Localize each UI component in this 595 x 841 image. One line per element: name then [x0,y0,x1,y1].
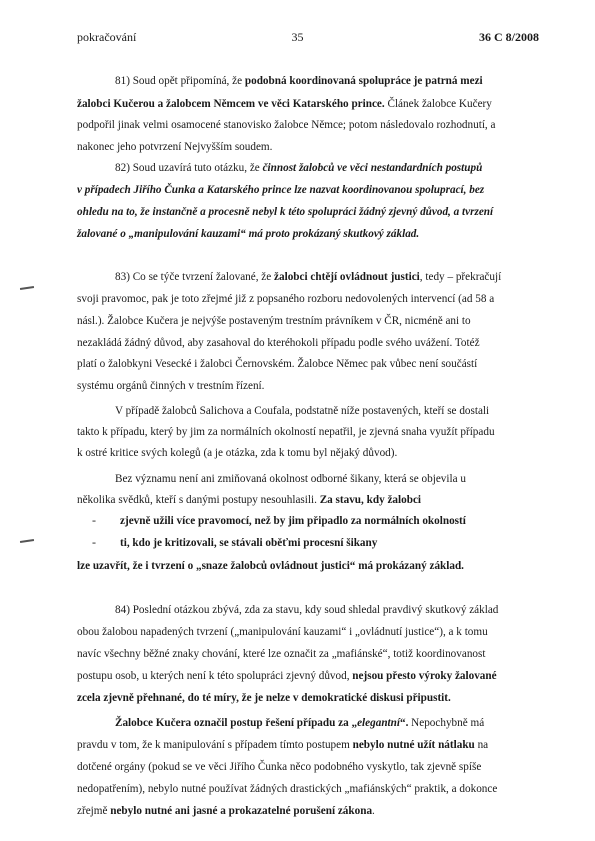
para83-text-b: , tedy – překračují [419,271,502,283]
para81-text: 81) Soud opět připomíná, že [115,75,245,87]
para83-line2: svoji pravomoc, pak je toto zřejmé již z popsaného rozboru nedovolených intervencí (ad 58 a [77,293,495,305]
para84-line5: zcela zjevně přehnané, do té míry, že je nelze v demokratické diskusi připustit. [77,692,451,704]
para81-line1 [115,74,483,88]
para84-bold6: Žalobce Kučera označil postup řešení případu za „ [115,717,358,729]
para83-line11 [77,493,421,507]
para84-line2: obou žalobou napadených tvrzení („manipulování kauzami“ i „ovládnutí justice“), a k tomu [77,626,488,638]
para83-line10: Bez významu není ani zmiňovaná okolnost odborné šikany, která se objevila u [115,473,466,485]
para81-line3: podpořil jinak velmi osamocené stanovisko žalobce Němce; potom následovalo rozhodnutí, a [77,119,496,131]
para84-line8: dotčené orgány (pokud se ve věci Jiřího Čunka něco podobného vyskytlo, tak zjevně spíše [77,761,482,773]
bullet-dash-2: - [92,535,96,549]
para81-bold2: žalobci Kučerou a žalobcem Němcem ve věci Katarského prince. [77,98,385,110]
para84-text6: Nepochybně má [408,717,485,729]
bullet-item-1: zjevně užili více pravomocí, než by jim připadlo za normálních okolností [120,515,466,527]
para83-line9: k ostré kritice svých kolegů (a je otázka, zda k tomu byl nějaký důvod). [77,447,398,459]
para83-line3: násl.). Žalobce Kučera je nejvýše postaveným trestním právníkem v ČR, nicméně ani to [77,315,471,327]
case-number: 36 C 8/2008 [479,30,539,44]
para84-quote6: “. [399,717,409,729]
bullet-dash-1: - [92,513,96,527]
para84-bold10: nebylo nutné ani jasné a prokazatelné porušení zákona [110,805,373,817]
page-number: 35 [291,30,304,44]
para84-line9: nedopatřením), nebylo nutné používat žádných drastických „mafiánských“ praktik, a dokonce [77,783,498,795]
para84-italic6: elegantní [357,717,400,729]
para82-bolditalic: činnost žalobců ve věci nestandardních postupů [262,162,483,174]
para82-line3: ohledu na to, že instančně a procesně nebyl k této spolupráci žádný zjevný důvod, a tvrzení [77,206,494,218]
para83-line8: takto k případu, který by jim za normálních okolností nepatřil, je zjevná snaha využít případu [77,426,495,438]
para83-line1 [115,270,501,284]
para82-line4: žalované o „manipulování kauzami“ má proto prokázaný skutkový základ. [77,228,420,240]
para84-bold4: nejsou přesto výroky žalované [352,670,497,682]
para82-line1 [115,161,482,175]
para82-line2: v případech Jiřího Čunka a Katarského prince lze nazvat koordinovanou spoluprací, bez [77,184,485,196]
para84-line6 [115,716,484,730]
para84-text10: zřejmě [77,805,111,817]
para84-line7 [77,738,488,752]
para81-text2: Článek žalobce Kučery [384,98,492,110]
para84-line4 [77,669,497,683]
para83-line7: V případě žalobců Salichova a Coufala, podstatně níže postavených, kteří se dostali [115,405,490,417]
para82-text: 82) Soud uzavírá tuto otázku, že [115,162,263,174]
bullet-item-2: ti, kdo je kritizovali, se stávali oběťmi procesní šikany [120,537,378,549]
para84-line1: 84) Poslední otázkou zbývá, zda za stavu, kdy soud shledal pravdivý skutkový základ [115,604,499,616]
para83-bold11: Za stavu, kdy žalobci [319,494,422,506]
para84-text10c: . [372,805,375,817]
margin-mark-1 [20,286,34,290]
para83-line4: nezakládá žádný důvod, aby zasahoval do kteréhokoli případu podle svého uvážení. Totéž [77,337,480,349]
para83-line5: platí o žalobkyni Vesecké i žalobci Černovském. Žalobce Němec pak vůbec není součástí [77,358,478,370]
para81-line2 [77,97,492,111]
header-continuation: pokračování [77,30,137,44]
para84-line10 [77,804,375,818]
para84-text4: postupu osob, u kterých není k této spolupráci zjevný důvod, [77,670,353,682]
para81-bold: podobná koordinovaná spolupráce je patrná mezi [244,75,483,87]
para84-text7: pravdu v tom, že k manipulování s případem tímto postupem [77,739,353,751]
para83-line6: systému orgánů činných v trestním řízení. [77,380,265,392]
margin-mark-2 [20,539,34,543]
para84-line3: navíc všechny běžné znaky chování, které lze označit za „mafiánské“, totiž koordinovanost [77,648,486,660]
para84-bold7: nebylo nutné užít nátlaku [352,739,475,751]
para84-text7c: na [474,739,489,751]
para83-text: 83) Co se týče tvrzení žalované, že [115,271,275,283]
para83-text11: několika svědků, kteří s danými postupy nesouhlasili. [77,494,320,506]
para83-bold: žalobci chtějí ovládnout justici [274,271,420,283]
para83-conclusion: lze uzavřít, že i tvrzení o „snaze žalobců ovládnout justici“ má prokázaný základ. [77,560,464,572]
para81-line4: nakonec jeho potvrzení Nejvyšším soudem. [77,141,273,153]
